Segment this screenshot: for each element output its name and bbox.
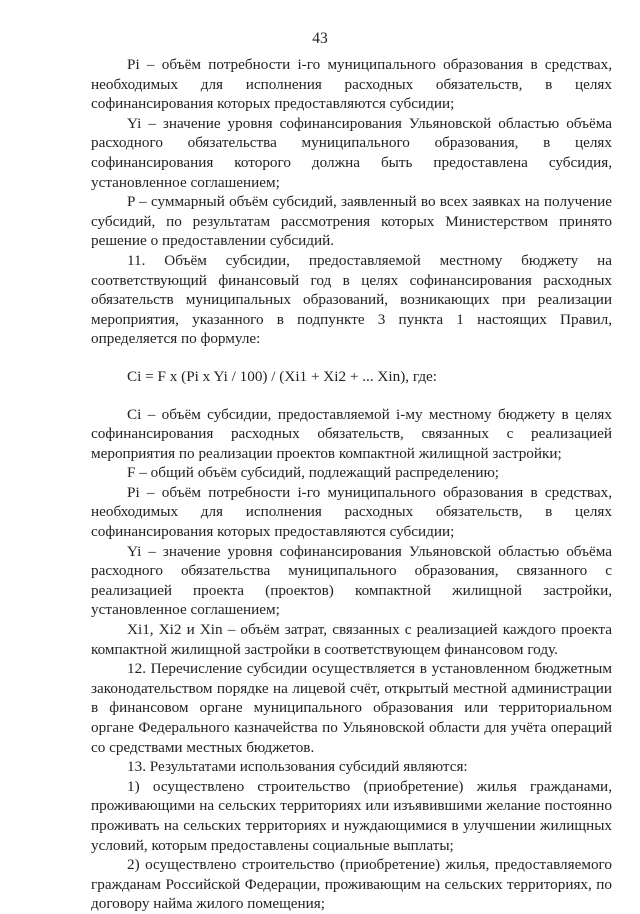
paragraph-pi-definition-2: Pi – объём потребности i-го муниципального образования в средствах, необходимых для исполнения расходных обязательств, в целях софинансирования которых предоставляются субсидии; (91, 483, 612, 541)
paragraph-yi-definition-2: Yi – значение уровня софинансирования Ульяновской областью объёма расходного обязательства муниципального образования, связанного с реализацией проекта (проектов) компактной жилищной застройки, установленное соглашением; (91, 542, 612, 619)
document-body (91, 55, 612, 914)
paragraph-item-13-1: 1) осуществлено строительство (приобретение) жилья гражданами, проживающими на сельских территориях или изъявившими желание постоянно проживать на сельских территориях и нуждающимися в улучшении жилищных условий, которым предоставлены социальные выплаты; (91, 777, 612, 854)
paragraph-pi-definition: Pi – объём потребности i-го муниципального образования в средствах, необходимых для исполнения расходных обязательств, в целях софинансирования которых предоставляются субсидии; (91, 56, 612, 113)
page-number: 43 (312, 30, 328, 47)
paragraph-item-13-2: 2) осуществлено строительство (приобретение) жилья, предоставляемого гражданам Российской Федерации, проживающим на сельских территориях, по договору найма жилого помещения; (91, 856, 612, 913)
paragraph-item-13: 13. Результатами использования субсидий являются: (127, 758, 468, 776)
paragraph-f-definition: F – общий объём субсидий, подлежащий распределению; (127, 464, 500, 482)
paragraph-ci-definition: Ci – объём субсидии, предоставляемой i-му местному бюджету в целях софинансирования расходных обязательств, связанных с реализацией мероприятия по реализации проектов компактной жилищной застройки; (91, 405, 612, 462)
paragraph-item-12: 12. Перечисление субсидии осуществляется в установленном бюджетным законодательством порядке на лицевой счёт, открытый местной администрации в финансовом органе муниципального образования или территориальном органе Федерального казначейства по Ульяновской области для учёта операций со средствами местных бюджетов. (91, 660, 612, 756)
paragraph-xi-definition: Xi1, Xi2 и Xin – объём затрат, связанных с реализацией каждого проекта компактной жилищной застройки в соответствующем финансовом году. (91, 621, 612, 658)
paragraph-yi-definition: Yi – значение уровня софинансирования Ульяновской областью объёма расходного обязательства муниципального образования, в целях софинансирования которого должна быть предоставлена субсидия, установленное соглашением; (91, 114, 612, 191)
paragraph-p-definition: P – суммарный объём субсидий, заявленный во всех заявках на получение субсидий, по результатам рассмотрения которых Министерством принято решение о предоставлении субсидий. (91, 193, 612, 250)
formula: Ci = F x (Pi x Yi / 100) / (Xi1 + Xi2 + ... Xin), где: (127, 367, 438, 385)
paragraph-item-11: 11. Объём субсидии, предоставляемой местному бюджету на соответствующий финансовый год в целях софинансирования расходных обязательств муниципальных образований, возникающих при реализации мероприятия, указанного в подпункте 3 пункта 1 настоящих Правил, определяется по формуле: (91, 251, 612, 348)
